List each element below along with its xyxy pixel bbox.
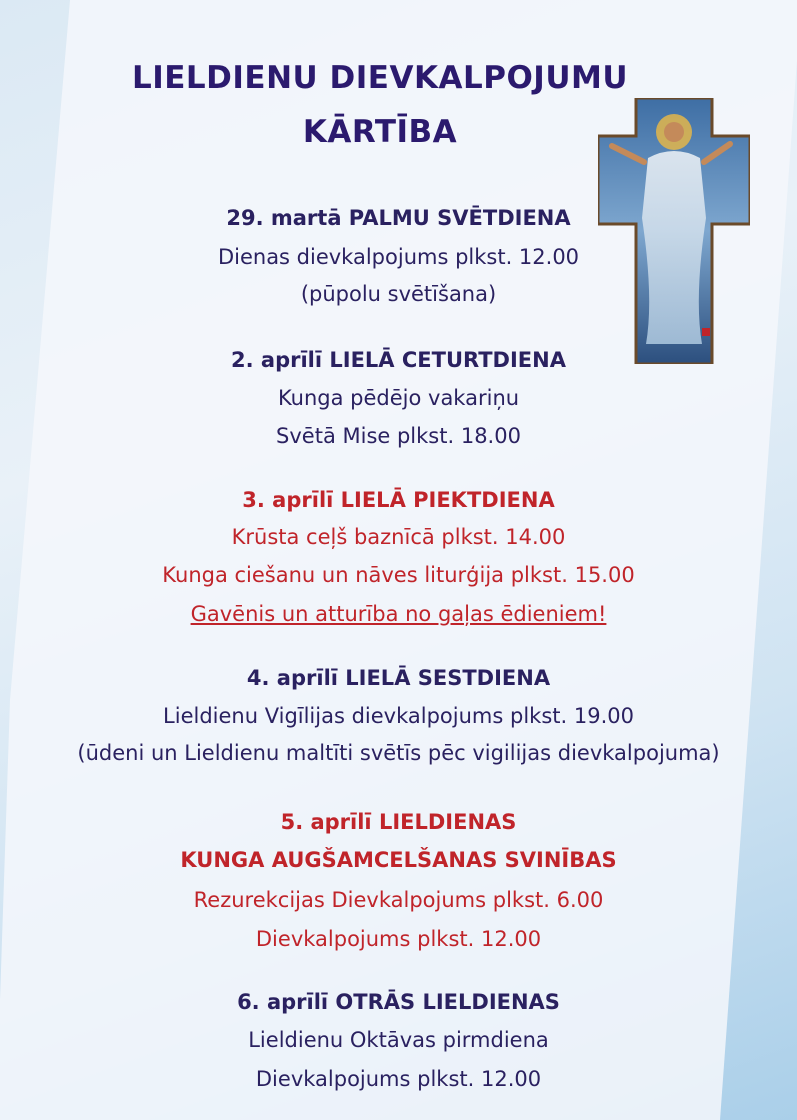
section-3-line-1: Krūsta ceļš baznīcā plkst. 14.00 — [231, 525, 566, 549]
section-4-line-1: Lieldienu Vigīlijas dievkalpojums plkst. 19.00 — [163, 704, 634, 728]
section-5-heading-2: KUNGA AUGŠAMCELŠANAS SVINĪBAS — [180, 848, 617, 872]
section-6-line-2: Dievkalpojums plkst. 12.00 — [255, 1067, 542, 1091]
section-1-line-2: (pūpolu svētīšana) — [300, 282, 497, 306]
section-4-line-2: (ūdeni un Lieldienu maltīti svētīs pēc vigilijas dievkalpojuma) — [77, 741, 720, 765]
section-5-line-1: Rezurekcijas Dievkalpojums plkst. 6.00 — [193, 888, 604, 912]
section-6-heading: 6. aprīlī OTRĀS LIELDIENAS — [237, 990, 560, 1014]
section-3-line-3 — [0, 602, 797, 626]
section-5-line-2: Dievkalpojums plkst. 12.00 — [255, 927, 542, 951]
page-title-line-2: KĀRTĪBA — [302, 114, 458, 150]
section-1-line-1: Dienas dievkalpojums plkst. 12.00 — [217, 245, 580, 269]
resurrection-cross-icon — [598, 98, 750, 364]
section-6-line-1: Lieldienu Oktāvas pirmdiena — [248, 1028, 549, 1052]
section-3-line-2: Kunga ciešanu un nāves liturģija plkst. 15.00 — [162, 563, 635, 587]
section-2-line-2: Svētā Mise plkst. 18.00 — [276, 424, 521, 448]
section-2-line-1: Kunga pēdējo vakariņu — [277, 386, 520, 410]
section-1-heading: 29. martā PALMU SVĒTDIENA — [226, 206, 571, 230]
fasting-notice: Gavēnis un atturība no gaļas ēdieniem! — [190, 602, 607, 626]
section-5-heading: 5. aprīlī LIELDIENAS — [280, 810, 517, 834]
section-4-heading: 4. aprīlī LIELĀ SESTDIENA — [246, 666, 551, 690]
section-2-heading: 2. aprīlī LIELĀ CETURTDIENA — [231, 348, 566, 372]
page-title-line-1: LIELDIENU DIEVKALPOJUMU — [131, 60, 629, 96]
section-3-heading: 3. aprīlī LIELĀ PIEKTDIENA — [242, 488, 555, 512]
